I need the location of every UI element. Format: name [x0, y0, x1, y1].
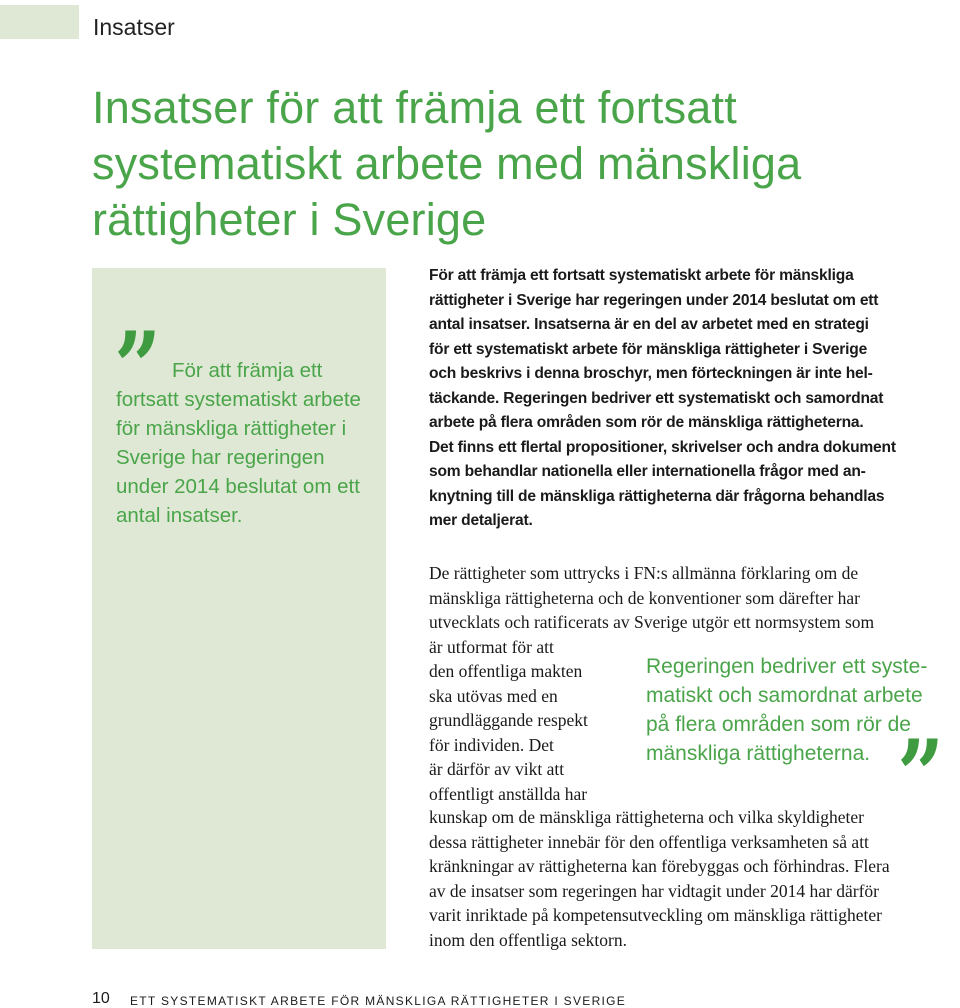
intro-line: antal insatser. Insatserna är en del av arbetet med en strategi	[429, 316, 869, 333]
page-title: Insatser för att främja ett fortsatt systematiskt arbete med mänskliga rättigheter i Sverige	[92, 82, 802, 245]
body-line: grundläggande respekt	[429, 710, 588, 730]
body-line: offentligt anställda har	[429, 783, 588, 804]
intro-line: knytning till de mänskliga rättigheterna där frågorna behandlas	[429, 487, 885, 505]
body-line: dessa rättigheter innebär för den offentliga verksamheten så att	[429, 831, 869, 852]
body-line: varit inriktade på kompetensutveckling om mänskliga rättigheter	[429, 905, 882, 925]
body-line: De rättigheter som uttrycks i FN:s allmänna förklaring om de	[429, 563, 859, 583]
body-line: inom den offentliga sektorn.	[429, 929, 627, 950]
page-number: 10	[92, 990, 110, 1007]
intro-line: mer detaljerat.	[429, 512, 533, 529]
intro-line: och beskrivs i denna broschyr, men förteckningen är inte hel-	[429, 365, 873, 382]
body-line: kränkningar av rättigheterna kan förebyggas och förhindras. Flera	[429, 856, 890, 876]
quote-mark-icon: ”	[114, 311, 162, 424]
body-line: mänskliga rättigheterna och de konventioner som därefter har	[429, 587, 861, 608]
side-quote: För att främja ett fortsatt systematiskt arbete för mänskliga rättigheter i Sverige har regeringen under 2014 beslutat om ett antal insatser.	[116, 359, 361, 527]
body-line: ska utövas med en	[429, 685, 558, 706]
body-paragraph-continued	[429, 805, 890, 952]
intro-line: som behandlar nationella eller internationella frågor med an-	[429, 463, 866, 480]
intro-line: Det finns ett flertal propositioner, skrivelser och andra dokument	[429, 438, 896, 456]
intro-line: täckande. Regeringen bedriver ett systematiskt och samordnat	[429, 389, 884, 407]
pull-quote-line: mänskliga rättigheterna.	[646, 742, 871, 765]
body-line: utvecklats och ratificerats av Sverige utgör ett normsystem som	[429, 612, 875, 632]
intro-line: För att främja ett fortsatt systematiskt arbete för mänskliga	[429, 267, 854, 284]
pull-quote-line: matiskt och samordnat arbete	[646, 684, 923, 707]
body-line: är utformat för att	[429, 636, 554, 657]
body-line: den offentliga makten	[429, 661, 583, 681]
pull-quote-line: Regeringen bedriver ett syste-	[646, 655, 928, 678]
intro-paragraph	[429, 264, 959, 534]
running-title: ETT SYSTEMATISKT ARBETE FÖR MÄNSKLIGA RÄTTIGHETER I SVERIGE	[130, 994, 627, 1008]
intro-line: för ett systematiskt arbete för mänskliga rättigheter i Sverige	[429, 340, 868, 358]
section-tab-marker	[0, 5, 79, 39]
body-line: av de insatser som regeringen har vidtagit under 2014 har därför	[429, 880, 879, 901]
body-line: är därför av vikt att	[429, 759, 565, 779]
pull-quote-line: på flera områden som rör de	[646, 713, 911, 736]
intro-line: arbete på flera områden som rör de mänskliga rättigheterna.	[429, 414, 864, 431]
closing-quote-mark-icon: ”	[897, 719, 945, 832]
section-label: Insatser	[93, 14, 175, 40]
body-line: för individen. Det	[429, 734, 554, 755]
intro-line: rättigheter i Sverige har regeringen under 2014 beslutat om ett	[429, 291, 879, 309]
body-line: kunskap om de mänskliga rättigheterna och vilka skyldigheter	[429, 807, 864, 827]
